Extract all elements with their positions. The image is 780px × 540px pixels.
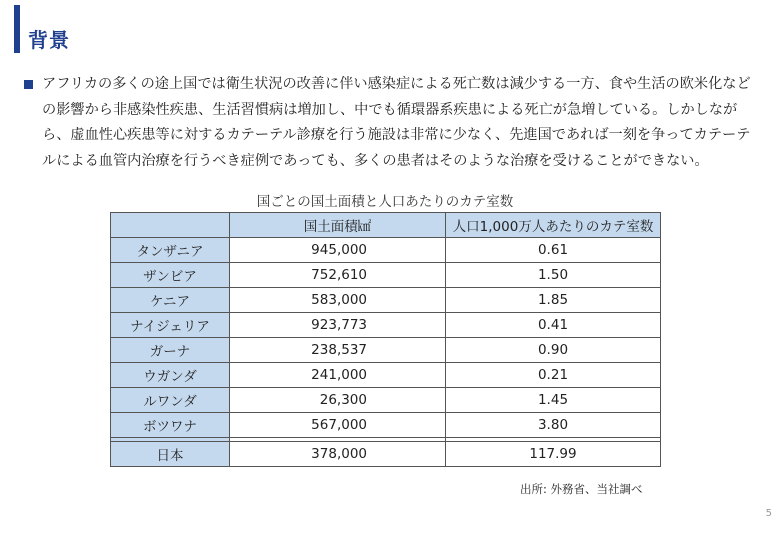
table-row <box>111 238 661 263</box>
table-row <box>111 263 661 288</box>
header-area: 国土面積㎢ <box>230 213 446 238</box>
background-paragraph: アフリカの多くの途上国では衛生状況の改善に伴い感染症による死亡数は減少する一方、食や生活の欧米化などの影響から非感染性疾患、生活習慣病は増加し、中でも循環器系疾患による死亡が急増している。しかしながら、虚血性心疾患等に対するカテーテル診療を行う施設は非常に少なく、先進国であれば一刻を争ってカテーテルによる血管内治療を行うべき症例であっても、多くの患者はそのような治療を受けることができない。 <box>42 76 751 169</box>
cath-cell: 0.61 <box>446 238 661 263</box>
country-cell: タンザニア <box>111 238 230 263</box>
country-cell: 日本 <box>111 442 230 467</box>
area-cell: 378,000 <box>230 442 446 467</box>
slide-title: 背景 <box>28 28 70 52</box>
cath-cell: 0.21 <box>446 363 661 388</box>
cath-cell: 1.50 <box>446 263 661 288</box>
area-cell: 241,000 <box>230 363 446 388</box>
table-row <box>111 313 661 338</box>
table-row-japan <box>111 442 661 467</box>
title-accent-bar <box>14 5 20 53</box>
area-cell: 752,610 <box>230 263 446 288</box>
source-note: 出所: 外務省、当社調べ <box>520 482 643 496</box>
header-cath-labs: 人口1,000万人あたりのカテ室数 <box>446 213 661 238</box>
area-cell: 923,773 <box>230 313 446 338</box>
area-cell: 583,000 <box>230 288 446 313</box>
cath-cell: 1.85 <box>446 288 661 313</box>
country-cell: ガーナ <box>111 338 230 363</box>
country-cell: ケニア <box>111 288 230 313</box>
country-data-table <box>110 212 661 467</box>
country-cell: ルワンダ <box>111 388 230 413</box>
table-row <box>111 338 661 363</box>
country-cell: ザンビア <box>111 263 230 288</box>
cath-cell: 0.90 <box>446 338 661 363</box>
cath-cell: 3.80 <box>446 413 661 438</box>
table-caption: 国ごとの国土面積と人口あたりのカテ室数 <box>256 194 514 210</box>
cath-cell: 0.41 <box>446 313 661 338</box>
cath-cell: 117.99 <box>446 442 661 467</box>
bullet-square-icon <box>24 80 33 89</box>
table-row <box>111 413 661 438</box>
area-cell: 26,300 <box>230 388 446 413</box>
country-cell: ナイジェリア <box>111 313 230 338</box>
area-cell: 567,000 <box>230 413 446 438</box>
header-country <box>111 213 230 238</box>
table-row <box>111 388 661 413</box>
table-header-row <box>111 213 661 238</box>
country-cell: ボツワナ <box>111 413 230 438</box>
area-cell: 945,000 <box>230 238 446 263</box>
cath-cell: 1.45 <box>446 388 661 413</box>
table-row <box>111 288 661 313</box>
area-cell: 238,537 <box>230 338 446 363</box>
country-cell: ウガンダ <box>111 363 230 388</box>
table-row <box>111 363 661 388</box>
page-number: 5 <box>765 508 772 519</box>
